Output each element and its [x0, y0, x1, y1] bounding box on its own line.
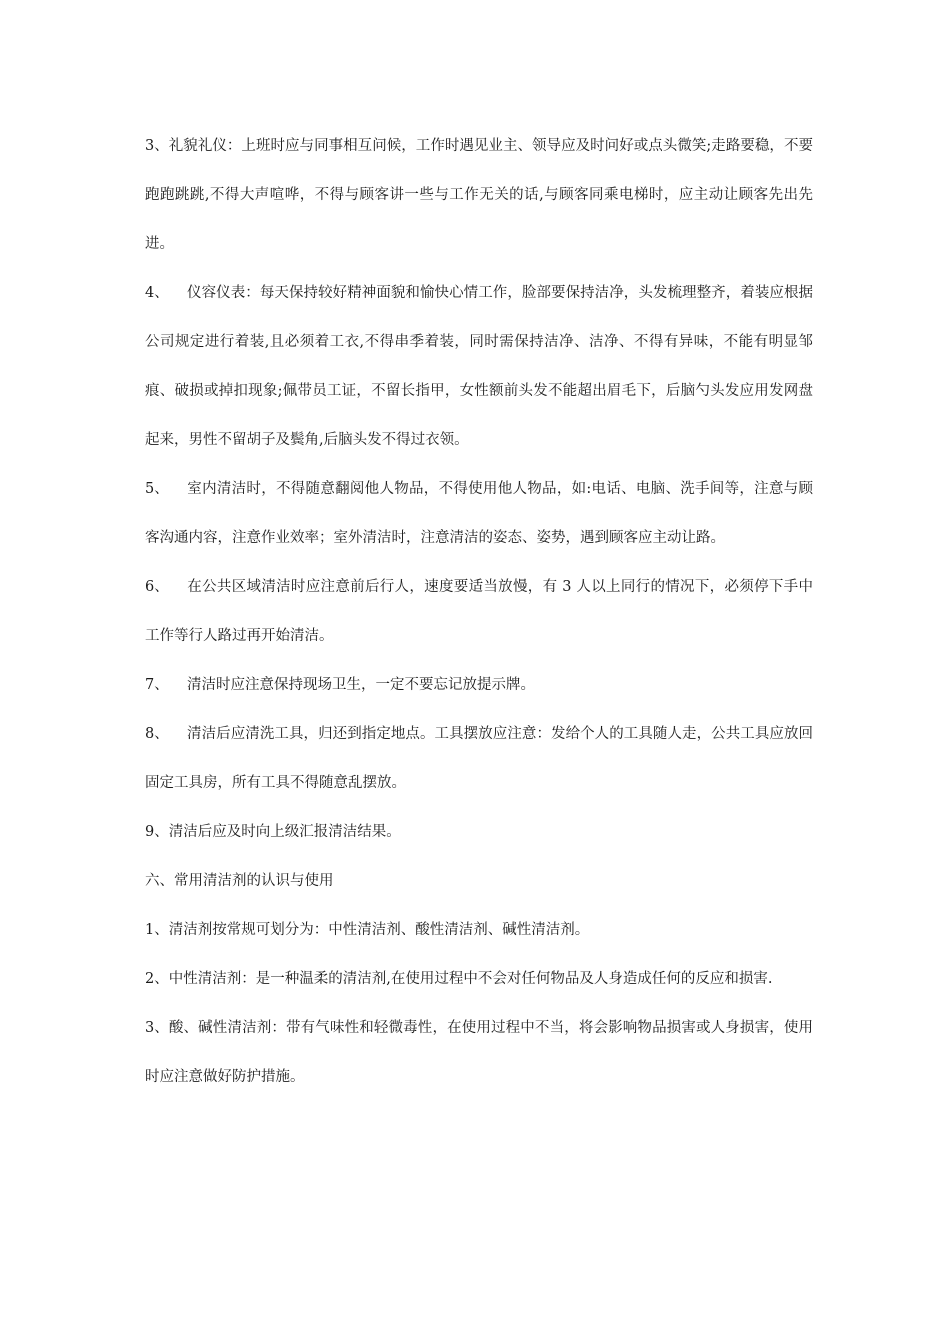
paragraph-text: 室内清洁时，不得随意翻阅他人物品，不得使用他人物品，如:电话、电脑、洗手间等，注意与顾客沟通内容，注意作业效率；室外清洁时，注意清洁的姿态、姿势，遇到顾客应主动让路。 [145, 481, 813, 546]
document-body [145, 122, 813, 1102]
paragraph-text: 中性清洁剂：是一种温柔的清洁剂,在使用过程中不会对任何物品及人身造成任何的反应和损害. [168, 971, 773, 987]
paragraph-text: 清洁后应清洗工具，归还到指定地点。工具摆放应注意：发给个人的工具随人走，公共工具应放回固定工具房，所有工具不得随意乱摆放。 [145, 726, 813, 791]
item-number: 2、 [145, 971, 169, 987]
section-heading [145, 857, 813, 906]
item-number: 1、 [145, 922, 169, 938]
paragraph-appearance [145, 269, 813, 465]
paragraph-text: 礼貌礼仪：上班时应与同事相互问候，工作时遇见业主、领导应及时问好或点头微笑;走路要稳，不要跑跑跳跳,不得大声喧哗，不得与顾客讲一些与工作无关的话,与顾客同乘电梯时，应主动让顾客先出先进。 [145, 138, 813, 252]
paragraph-text: 仪容仪表：每天保持较好精神面貌和愉快心情工作，脸部要保持洁净，头发梳理整齐，着装应根据公司规定进行着装,且必须着工衣,不得串季着装，同时需保持洁净、洁净、不得有异味，不能有明显邹痕、破损或掉扣现象;佩带员工证，不留长指甲，女性额前头发不能超出眉毛下，后脑勺头发应用发网盘起来，男性不留胡子及鬓角,后脑头发不得过衣领。 [145, 285, 813, 448]
item-number: 7、 [145, 677, 169, 693]
item-number: 8、 [145, 726, 169, 742]
paragraph-tools [145, 710, 813, 808]
item-number: 9、 [145, 824, 169, 840]
paragraph-report [145, 808, 813, 857]
paragraph-text: 清洁时应注意保持现场卫生，一定不要忘记放提示牌。 [187, 677, 535, 693]
paragraph-neutral-detergent [145, 955, 813, 1004]
paragraph-detergent-types [145, 906, 813, 955]
item-number: 3、 [145, 138, 169, 154]
paragraph-text: 酸、碱性清洁剂：带有气味性和轻微毒性，在使用过程中不当，将会影响物品损害或人身损害，使用时应注意做好防护措施。 [145, 1020, 813, 1085]
paragraph-text: 在公共区域清洁时应注意前后行人，速度要适当放慢，有 3 人以上同行的情况下，必须停下手中工作等行人路过再开始清洁。 [145, 579, 813, 644]
paragraph-public-area [145, 563, 813, 661]
item-number: 3、 [145, 1020, 169, 1036]
paragraph-acid-alkali-detergent [145, 1004, 813, 1102]
item-number: 6、 [145, 579, 169, 595]
section-heading-text: 六、常用清洁剂的认识与使用 [145, 873, 334, 889]
paragraph-text: 清洁后应及时向上级汇报清洁结果。 [168, 824, 401, 840]
paragraph-text: 清洁剂按常规可划分为：中性清洁剂、酸性清洁剂、碱性清洁剂。 [168, 922, 590, 938]
paragraph-indoor-cleaning [145, 465, 813, 563]
paragraph-courtesy [145, 122, 813, 269]
item-number: 5、 [145, 481, 169, 497]
paragraph-site-hygiene [145, 661, 813, 710]
item-number: 4、 [145, 285, 169, 301]
